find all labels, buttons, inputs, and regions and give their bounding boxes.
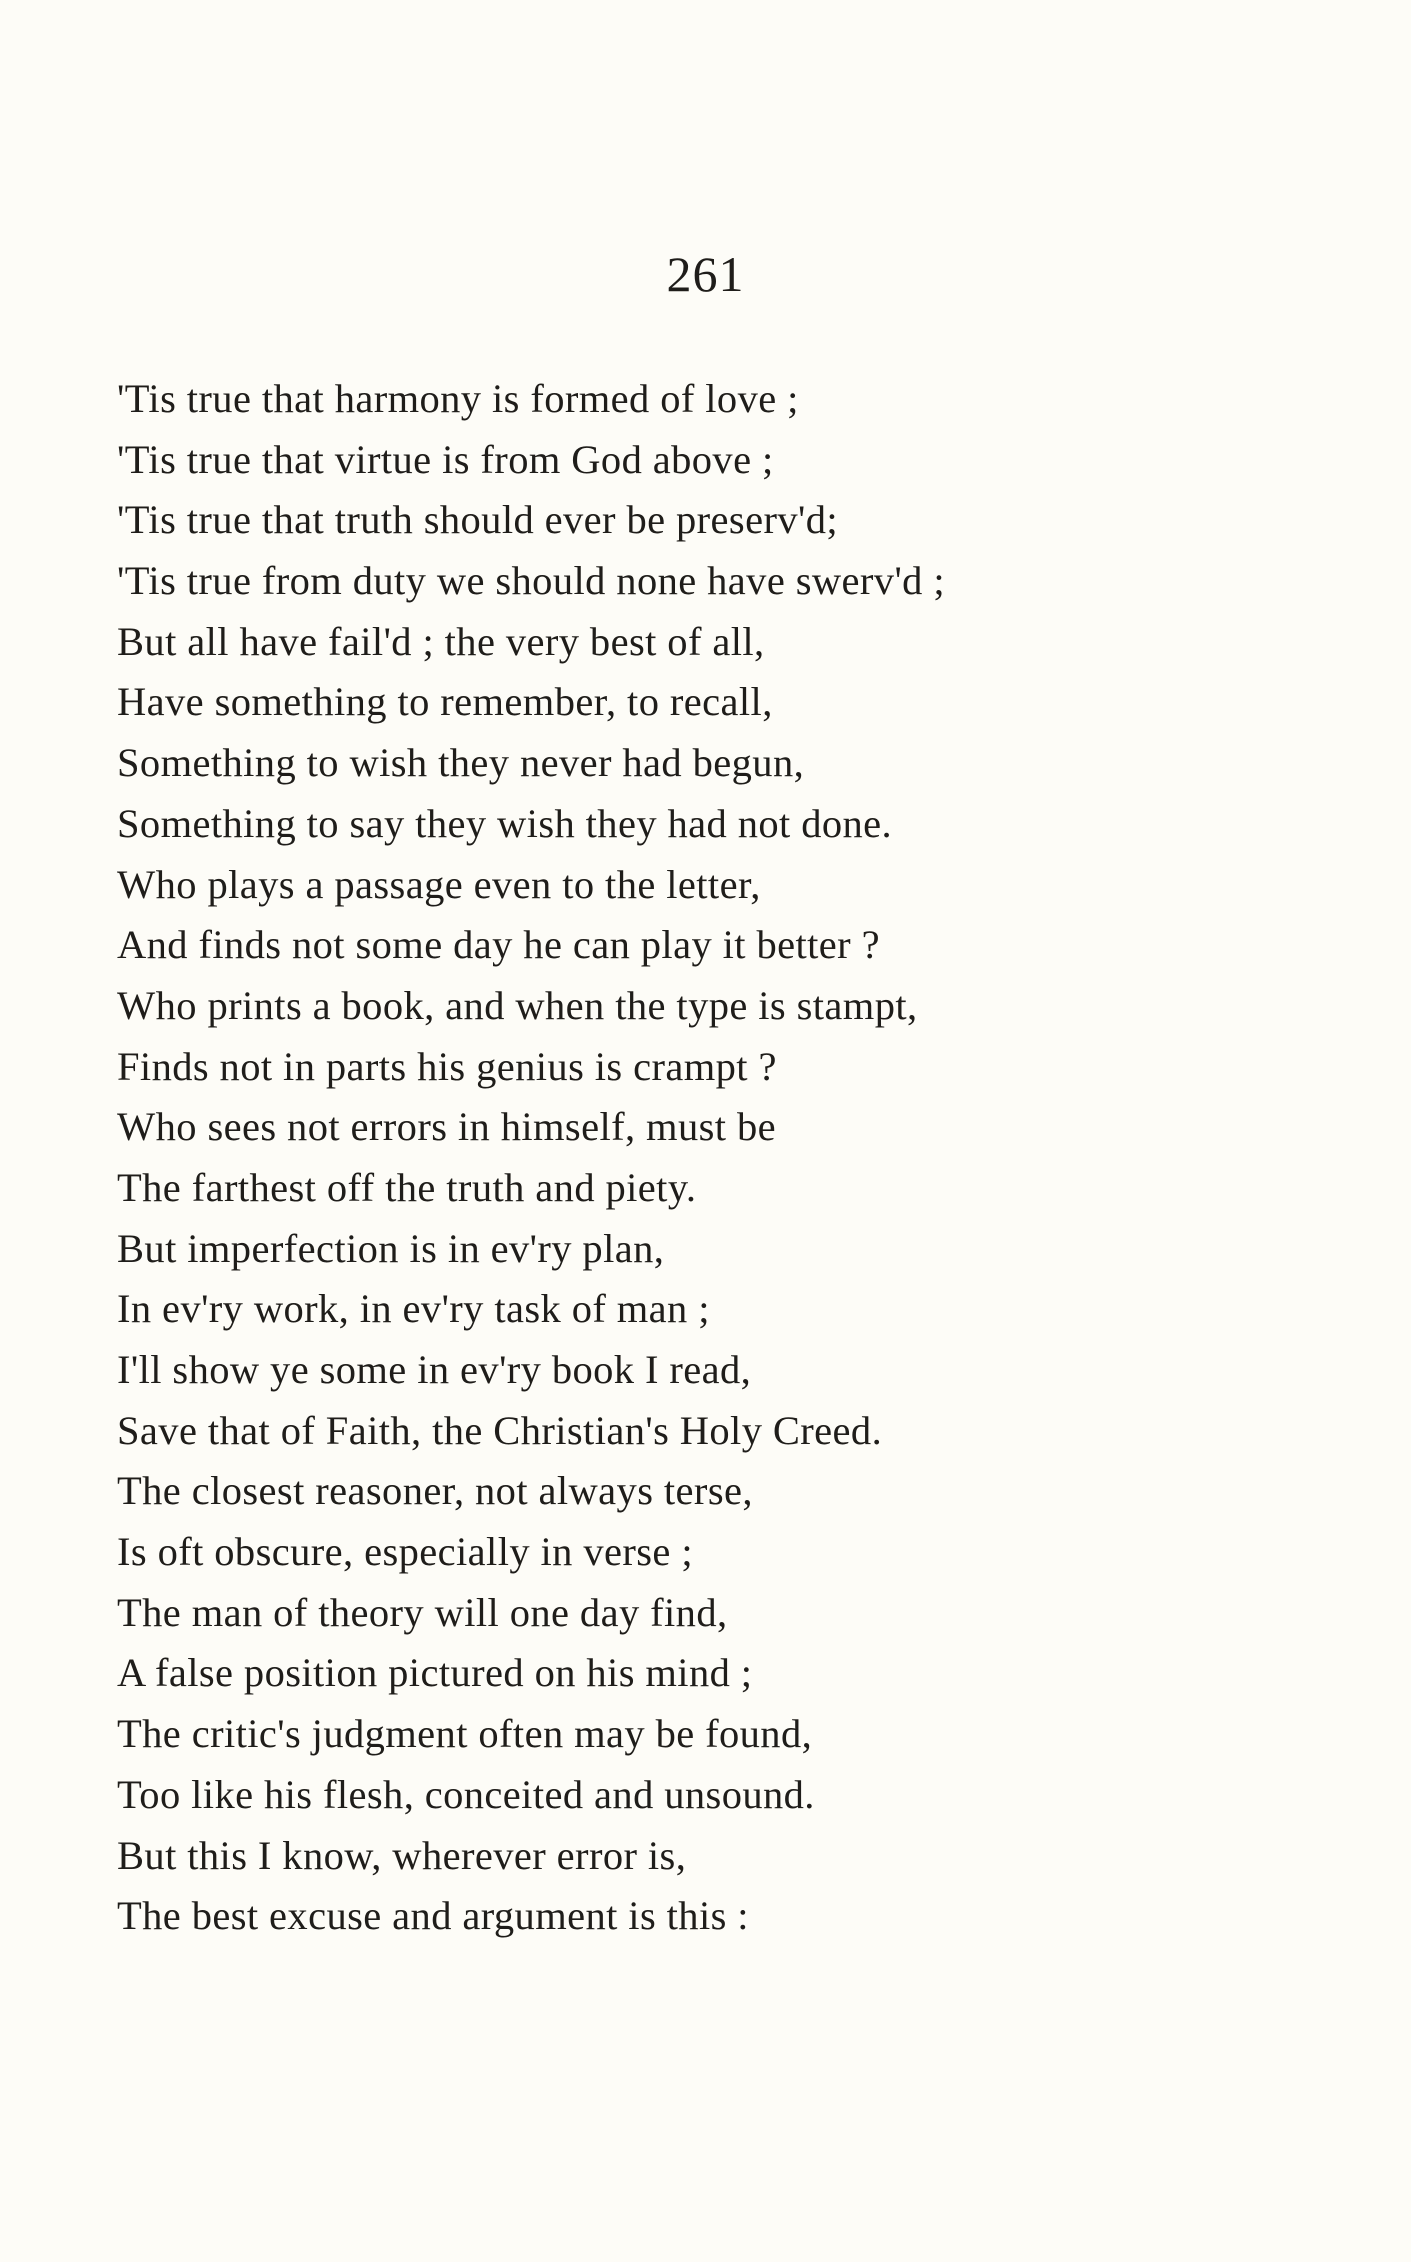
- poem-line: The critic's judgment often may be found,: [117, 1711, 813, 1757]
- poem-line: Too like his flesh, conceited and unsound.: [117, 1771, 815, 1817]
- poem-line: Who prints a book, and when the type is stampt,: [117, 982, 918, 1028]
- poem-line: The closest reasoner, not always terse,: [117, 1468, 753, 1514]
- poem-line: Who sees not errors in himself, must be: [117, 1104, 776, 1150]
- poem-line: But this I know, wherever error is,: [117, 1832, 687, 1878]
- poem-line: Is oft obscure, especially in verse ;: [117, 1529, 693, 1575]
- poem-line: 'Tis true that truth should ever be preserv'd;: [117, 497, 838, 543]
- poem-line: 'Tis true that virtue is from God above ;: [117, 436, 774, 482]
- poem-line: I'll show ye some in ev'ry book I read,: [117, 1347, 752, 1392]
- poem-line: The best excuse and argument is this :: [117, 1893, 749, 1939]
- poem-line: Have something to remember, to recall,: [117, 679, 773, 725]
- poem-line: 'Tis true that harmony is formed of love ;: [117, 376, 799, 421]
- poem-text: [117, 369, 1117, 1947]
- poem-line: And finds not some day he can play it better ?: [117, 922, 880, 968]
- poem-line: Something to wish they never had begun,: [117, 740, 805, 786]
- poem-line: The man of theory will one day find,: [117, 1589, 728, 1635]
- page-number: 261: [666, 246, 745, 302]
- poem-line: In ev'ry work, in ev'ry task of man ;: [117, 1286, 710, 1332]
- poem-line: The farthest off the truth and piety.: [117, 1164, 697, 1210]
- poem-line: Something to say they wish they had not done.: [117, 800, 893, 846]
- poem-line: A false position pictured on his mind ;: [117, 1650, 753, 1696]
- poem-line: But imperfection is in ev'ry plan,: [117, 1225, 665, 1271]
- poem-line: Who plays a passage even to the letter,: [117, 861, 761, 907]
- poem-line: Finds not in parts his genius is crampt ?: [117, 1043, 777, 1089]
- poem-line: 'Tis true from duty we should none have swerv'd ;: [117, 558, 945, 604]
- poem-line: Save that of Faith, the Christian's Holy Creed.: [117, 1407, 883, 1453]
- poem-line: But all have fail'd ; the very best of all,: [117, 618, 765, 664]
